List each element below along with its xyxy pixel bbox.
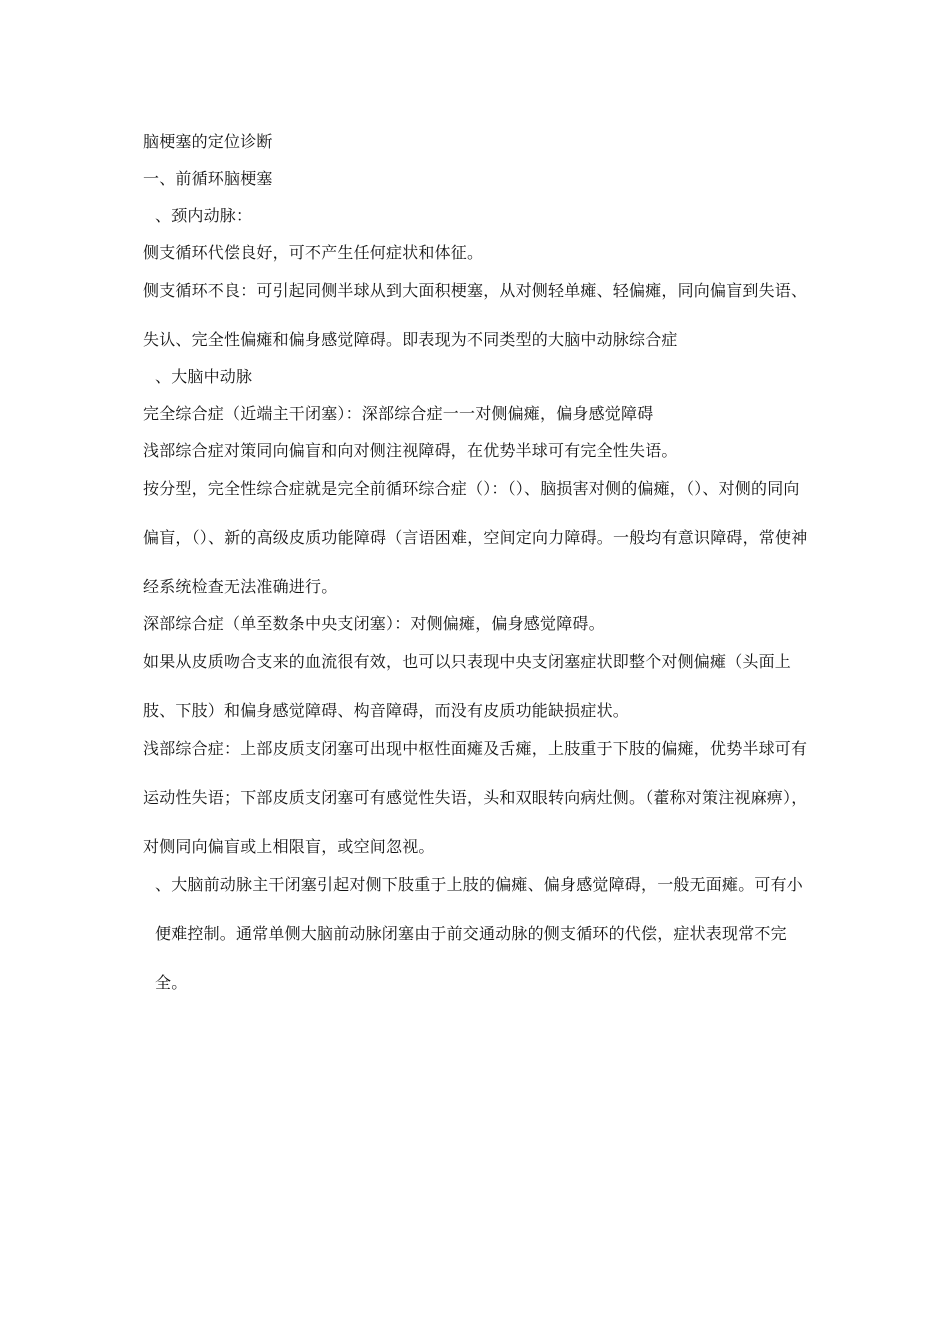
paragraph: 按分型，完全性综合症就是完全前循环综合症（）：（）、脑损害对侧的偏瘫，（）、对侧的同向偏盲，（）、新的高级皮质功能障碍（言语困难，空间定向力障碍。一般均有意识障碍，常使神经系统检查无法准确进行。: [143, 479, 808, 596]
paragraph: 如果从皮质吻合支来的血流很有效，也可以只表现中央支闭塞症状即整个对侧偏瘫（头面上肢、下肢）和偏身感觉障碍、构音障碍，而没有皮质功能缺损症状。: [143, 652, 792, 720]
subsection-heading: 、颈内动脉：: [155, 206, 253, 225]
section-heading: 一、前循环脑梗塞: [143, 169, 273, 188]
subsection-heading: 、大脑中动脉: [155, 367, 253, 386]
paragraph: 浅部综合症对策同向偏盲和向对侧注视障碍，在优势半球可有完全性失语。: [143, 441, 678, 460]
paragraph: 侧支循环不良：可引起同侧半球从到大面积梗塞，从对侧轻单瘫、轻偏瘫，同向偏盲到失语、失认、完全性偏瘫和偏身感觉障碍。即表现为不同类型的大脑中动脉综合症: [143, 281, 808, 349]
paragraph: 侧支循环代偿良好，可不产生任何症状和体征。: [143, 243, 484, 262]
document-title: 脑梗塞的定位诊断: [143, 132, 273, 151]
paragraph: 、大脑前动脉主干闭塞引起对侧下肢重于上肢的偏瘫、偏身感觉障碍，一般无面瘫。可有小便难控制。通常单侧大脑前动脉闭塞由于前交通动脉的侧支循环的代偿，症状表现常不完全。: [155, 875, 804, 992]
paragraph: 完全综合症（近端主干闭塞）：深部综合症一一对侧偏瘫，偏身感觉障碍: [143, 404, 654, 423]
paragraph: 深部综合症（单至数条中央支闭塞）：对侧偏瘫，偏身感觉障碍。: [143, 614, 605, 633]
document-body: [143, 130, 811, 1008]
paragraph: 浅部综合症：上部皮质支闭塞可出现中枢性面瘫及舌瘫，上肢重于下肢的偏瘫，优势半球可有运动性失语；下部皮质支闭塞可有感觉性失语，头和双眼转向病灶侧。（藿称对策注视麻痹），对侧同向偏盲或上相限盲，或空间忽视。: [143, 739, 808, 856]
